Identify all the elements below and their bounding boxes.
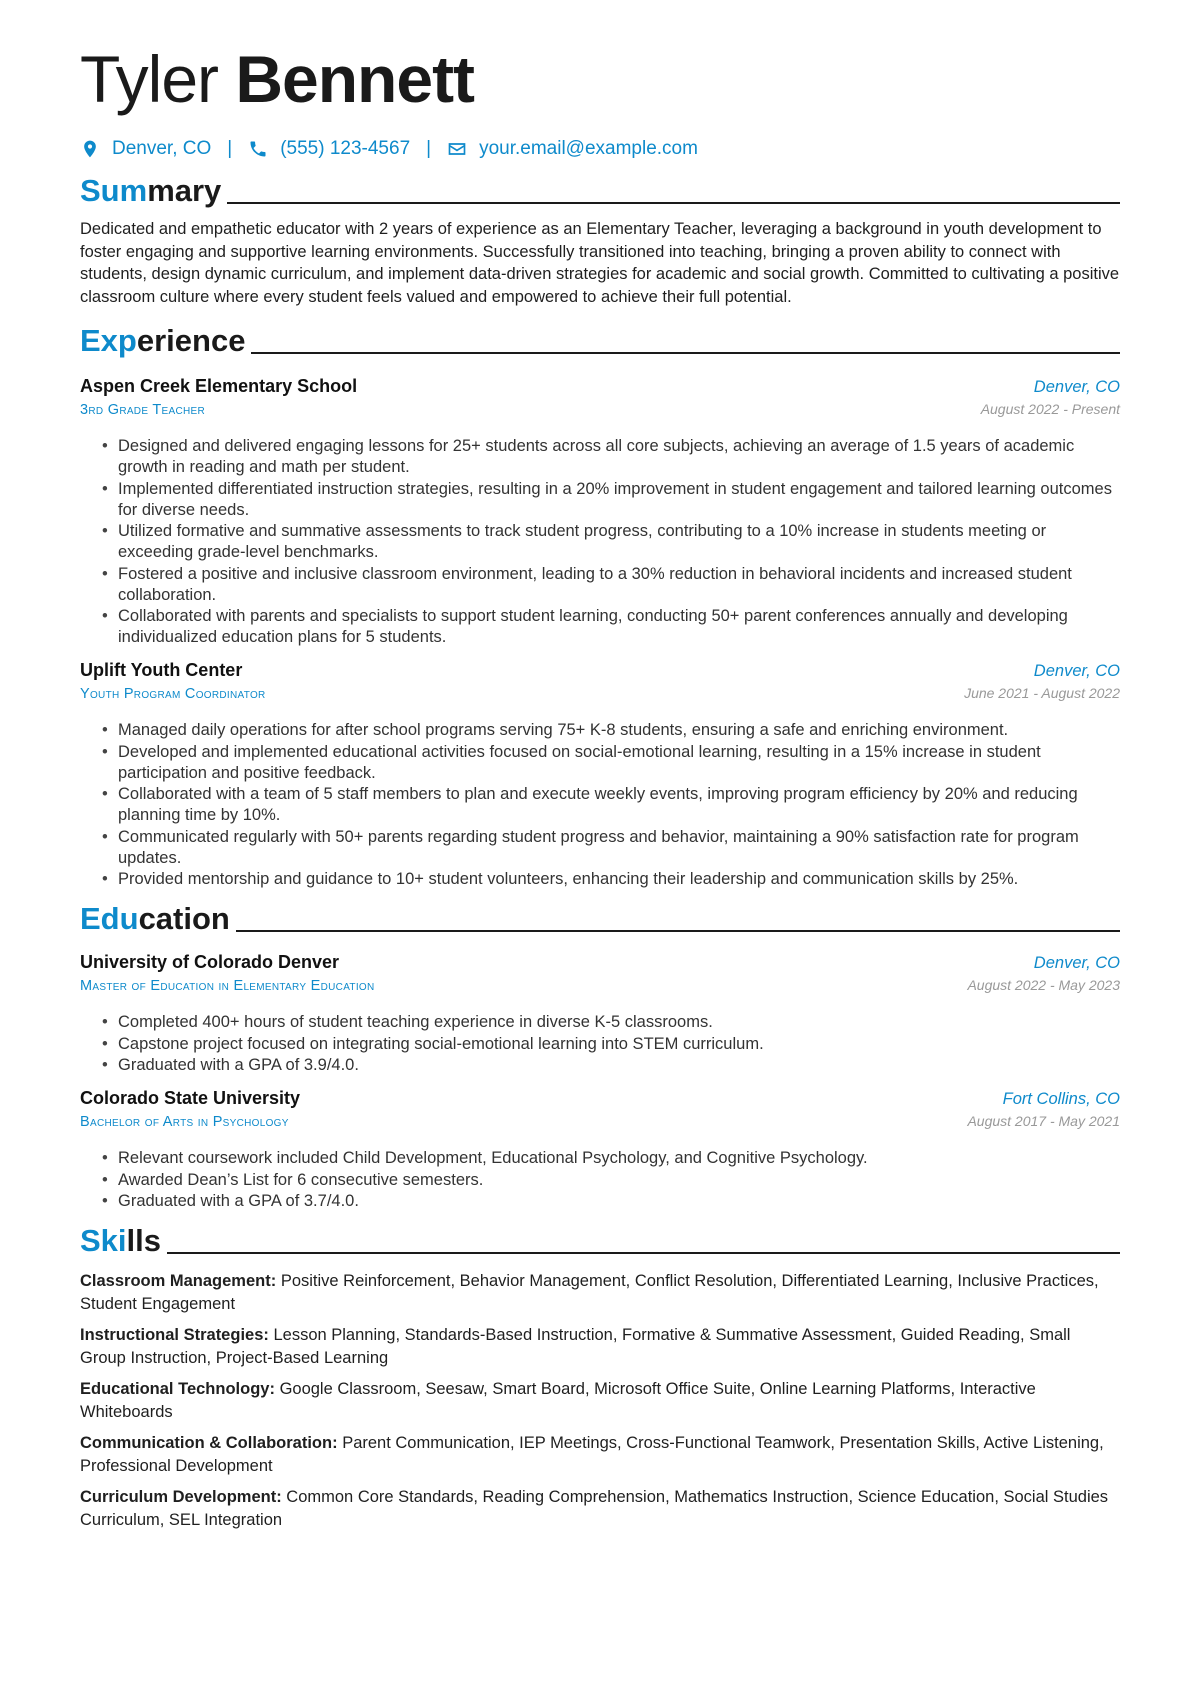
list-item: • Graduated with a GPA of 3.9/4.0.: [118, 1055, 1120, 1076]
bullet-list: [80, 436, 1120, 648]
education-heading: [80, 900, 1120, 938]
bullet-list: [80, 1148, 1120, 1212]
list-item: • Relevant coursework included Child Development, Educational Psychology, and Cognitive Psychology.: [118, 1148, 1120, 1169]
entry-organization: Uplift Youth Center: [80, 660, 243, 680]
location-text: Denver, CO: [112, 138, 212, 159]
skill-values: Positive Reinforcement, Behavior Management, Conflict Resolution, Differentiated Learning, Inclusive Practices, Student Engagement: [80, 1272, 1099, 1313]
candidate-name: [80, 40, 1120, 118]
experience-heading: [80, 322, 1120, 360]
entry-degree: Master of Education in Elementary Education: [80, 978, 375, 994]
bullet-list: [80, 720, 1120, 890]
skill-category: Classroom Management:: [80, 1272, 277, 1290]
list-item: • Awarded Dean’s List for 6 consecutive semesters.: [118, 1170, 1120, 1191]
skill-category: Curriculum Development:: [80, 1488, 282, 1506]
contact-email[interactable]: [447, 138, 698, 160]
list-item: • Fostered a positive and inclusive classroom environment, leading to a 30% reduction in behavioral incidents and increased student collaboration.: [118, 564, 1120, 606]
envelope-icon: [447, 139, 467, 159]
summary-text: Dedicated and empathetic educator with 2 years of experience as an Elementary Teacher, leveraging a background in youth development to foster engaging and supportive learning environments. Successfully transitioned into teaching, bringing a proven ability to connect with students, design dynamic curriculum, and implement data-driven strategies for academic and social growth. Committed to cultivating a positive classroom culture where every student feels valued and empowered to achieve their full potential.: [80, 220, 1120, 306]
skill-values: Parent Communication, IEP Meetings, Cross-Functional Teamwork, Presentation Skills, Active Listening, Professional Development: [80, 1434, 1104, 1475]
entry-institution: Colorado State University: [80, 1088, 301, 1108]
last-name: Bennett: [235, 42, 475, 116]
entry-location: Denver, CO: [1033, 954, 1120, 972]
list-item: • Capstone project focused on integrating social-emotional learning into STEM curriculum.: [118, 1034, 1120, 1055]
list-item: • Collaborated with a team of 5 staff members to plan and execute weekly events, improving program efficiency by 20% and reducing planning time by 10%.: [118, 784, 1120, 826]
experience-entry: [80, 660, 1120, 890]
education-entry: [80, 1088, 1120, 1212]
skill-values: Common Core Standards, Reading Comprehension, Mathematics Instruction, Science Education, Social Studies Curriculum, SEL Integration: [80, 1488, 1109, 1529]
section-rule: [236, 930, 1120, 932]
skill-row: [80, 1486, 1120, 1531]
entry-role: 3rd Grade Teacher: [80, 402, 205, 418]
skill-category: Instructional Strategies:: [80, 1326, 269, 1344]
experience-entry: [80, 376, 1120, 648]
skill-row: [80, 1378, 1120, 1423]
list-item: • Designed and delivered engaging lessons for 25+ students across all core subjects, achieving an average of 1.5 years of academic growth in reading and math per student.: [118, 436, 1120, 478]
list-item: • Graduated with a GPA of 3.7/4.0.: [118, 1191, 1120, 1212]
entry-organization: Aspen Creek Elementary School: [80, 376, 358, 396]
separator: |: [227, 138, 233, 159]
entry-dates: August 2022 - May 2023: [967, 977, 1120, 993]
list-item: • Communicated regularly with 50+ parents regarding student progress and behavior, maintaining a 90% satisfaction rate for program updates.: [118, 827, 1120, 869]
entry-dates: August 2017 - May 2021: [967, 1113, 1120, 1129]
list-item: • Collaborated with parents and specialists to support student learning, conducting 50+ parent conferences annually and developing individualized education plans for 5 students.: [118, 606, 1120, 648]
skill-row: [80, 1432, 1120, 1477]
phone-icon: [248, 139, 268, 159]
section-rule: [227, 202, 1120, 204]
summary-title: Summary: [80, 173, 222, 208]
skill-row: [80, 1324, 1120, 1369]
skill-row: [80, 1270, 1120, 1315]
education-entry: [80, 952, 1120, 1076]
email-text: your.email@example.com: [479, 138, 698, 159]
list-item: • Developed and implemented educational activities focused on social-emotional learning, resulting in a 15% increase in student participation and positive feedback.: [118, 742, 1120, 784]
list-item: • Completed 400+ hours of student teaching experience in diverse K-5 classrooms.: [118, 1012, 1120, 1033]
list-item: • Managed daily operations for after school programs serving 75+ K-8 students, ensuring a safe and enriching environment.: [118, 720, 1120, 741]
experience-title: Experience: [80, 323, 246, 358]
contact-line: [80, 138, 1120, 160]
entry-degree: Bachelor of Arts in Psychology: [80, 1114, 289, 1130]
entry-location: Fort Collins, CO: [1002, 1090, 1120, 1108]
contact-location: [80, 138, 211, 160]
skills-heading: [80, 1222, 1120, 1260]
contact-phone[interactable]: [248, 138, 410, 160]
entry-role: Youth Program Coordinator: [80, 686, 266, 702]
summary-heading: [80, 172, 1120, 210]
bullet-list: [80, 1012, 1120, 1076]
section-rule: [167, 1252, 1120, 1254]
skill-category: Educational Technology:: [80, 1380, 275, 1398]
list-item: • Implemented differentiated instruction strategies, resulting in a 20% improvement in student engagement and tailored learning outcomes for diverse needs.: [118, 479, 1120, 521]
skills-list: [80, 1270, 1120, 1531]
education-title: Education: [80, 901, 230, 936]
skill-values: Google Classroom, Seesaw, Smart Board, Microsoft Office Suite, Online Learning Platforms, Interactive Whiteboards: [80, 1380, 1036, 1421]
entry-institution: University of Colorado Denver: [80, 952, 340, 972]
list-item: • Utilized formative and summative assessments to track student progress, contributing to a 10% increase in students meeting or exceeding grade-level benchmarks.: [118, 521, 1120, 563]
location-pin-icon: [80, 139, 100, 159]
first-name: Tyler: [80, 42, 219, 116]
skill-category: Communication & Collaboration:: [80, 1434, 338, 1452]
separator: |: [426, 138, 432, 159]
skill-values: Lesson Planning, Standards-Based Instruction, Formative & Summative Assessment, Guided Reading, Small Group Instruction, Project-Based Learning: [80, 1326, 1071, 1367]
list-item: • Provided mentorship and guidance to 10+ student volunteers, enhancing their leadership and communication skills by 25%.: [118, 869, 1120, 890]
entry-dates: June 2021 - August 2022: [964, 685, 1120, 701]
section-rule: [251, 352, 1120, 354]
skills-title: Skills: [80, 1223, 161, 1258]
entry-dates: August 2022 - Present: [980, 401, 1120, 417]
entry-location: Denver, CO: [1033, 378, 1120, 396]
entry-location: Denver, CO: [1033, 662, 1120, 680]
phone-text: (555) 123-4567: [280, 138, 411, 159]
